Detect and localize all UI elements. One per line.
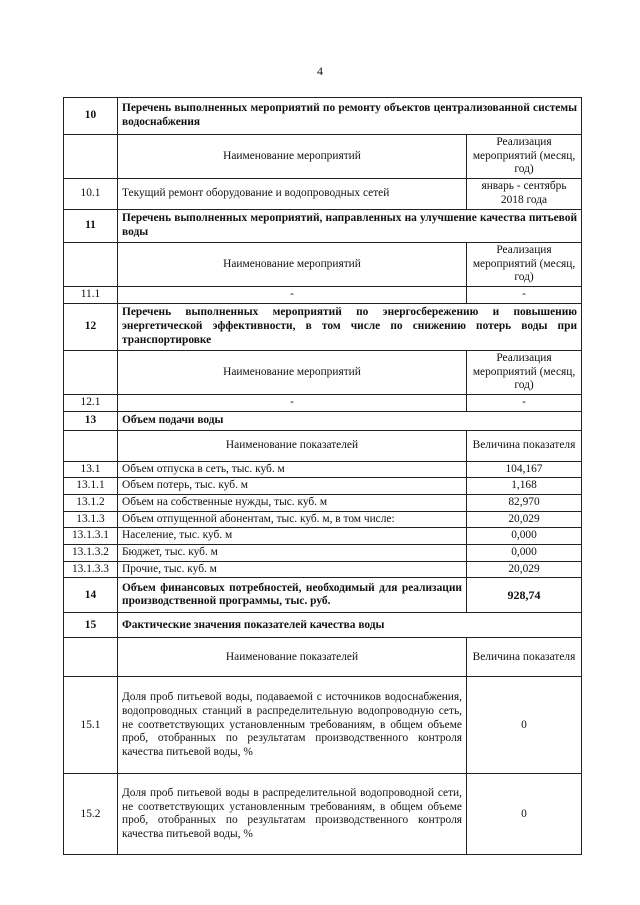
empty-cell (64, 350, 118, 394)
row-number: 15.1 (64, 677, 118, 774)
column-header-value: Величина показателя (467, 638, 582, 677)
row-name: Текущий ремонт оборудование и водопроводных сетей (118, 179, 467, 210)
row-number: 12.1 (64, 394, 118, 411)
row-number: 13.1.1 (64, 478, 118, 495)
row-value: 20,029 (467, 511, 582, 528)
section-number: 13 (64, 411, 118, 430)
column-header-name: Наименование мероприятий (118, 243, 467, 287)
row-value: 0 (467, 774, 582, 855)
row-value: 0 (467, 677, 582, 774)
column-header-value: Реализация мероприятий (месяц, год) (467, 243, 582, 287)
column-header-value: Реализация мероприятий (месяц, год) (467, 350, 582, 394)
section-number: 12 (64, 303, 118, 350)
row-name: Доля проб питьевой воды в распределительной водопроводной сети, не соответствующих установленным требованиям, в общем объеме проб, отобранных по результатам производственного контроля качества питьевой воды, % (118, 774, 467, 855)
column-header-name: Наименование показателей (118, 430, 467, 461)
report-table (63, 97, 582, 855)
row-number: 13.1.3.3 (64, 561, 118, 578)
row-number: 13.1.3 (64, 511, 118, 528)
table-row (64, 511, 582, 528)
table-header-row (64, 430, 582, 461)
section-number: 15 (64, 613, 118, 638)
section-title: Перечень выполненных мероприятий по энергосбережению и повышению энергетической эффективности, в том числе по снижению потерь воды при транспортировке (118, 303, 582, 350)
section-number: 11 (64, 210, 118, 243)
table-row (64, 461, 582, 478)
row-name: - (118, 287, 467, 304)
table-header-row (64, 243, 582, 287)
table-header-row (64, 638, 582, 677)
empty-cell (64, 243, 118, 287)
row-name: Объем на собственные нужды, тыс. куб. м (118, 494, 467, 511)
row-number: 13.1.2 (64, 494, 118, 511)
table-row (64, 528, 582, 545)
table-header-row (64, 350, 582, 394)
row-number: 15.2 (64, 774, 118, 855)
row-name: Бюджет, тыс. куб. м (118, 545, 467, 562)
row-name: Прочие, тыс. куб. м (118, 561, 467, 578)
row-value: 1,168 (467, 478, 582, 495)
table-row (64, 677, 582, 774)
row-value: 0,000 (467, 528, 582, 545)
row-name: Объем потерь, тыс. куб. м (118, 478, 467, 495)
table-row (64, 561, 582, 578)
section-15-row (64, 613, 582, 638)
section-title: Объем финансовых потребностей, необходимый для реализации производственной программы, тыс. руб. (118, 578, 467, 613)
financial-value: 928,74 (467, 578, 582, 613)
section-title: Объем подачи воды (118, 411, 582, 430)
table-row (64, 494, 582, 511)
row-name: Объем отпуска в сеть, тыс. куб. м (118, 461, 467, 478)
table-header-row (64, 135, 582, 179)
section-10-row (64, 98, 582, 135)
section-number: 14 (64, 578, 118, 613)
section-title: Перечень выполненных мероприятий, направленных на улучшение качества питьевой воды (118, 210, 582, 243)
row-name: Объем отпущенной абонентам, тыс. куб. м, в том числе: (118, 511, 467, 528)
row-value: 0,000 (467, 545, 582, 562)
table-row (64, 394, 582, 411)
row-name: - (118, 394, 467, 411)
section-12-row (64, 303, 582, 350)
row-number: 11.1 (64, 287, 118, 304)
row-number: 13.1 (64, 461, 118, 478)
page-number: 4 (317, 64, 323, 78)
column-header-value: Величина показателя (467, 430, 582, 461)
row-value: 20,029 (467, 561, 582, 578)
column-header-name: Наименование мероприятий (118, 350, 467, 394)
row-value: - (467, 394, 582, 411)
row-number: 13.1.3.1 (64, 528, 118, 545)
column-header-value: Реализация мероприятий (месяц, год) (467, 135, 582, 179)
section-number: 10 (64, 98, 118, 135)
row-value: январь - сентябрь 2018 года (467, 179, 582, 210)
column-header-name: Наименование показателей (118, 638, 467, 677)
section-14-row (64, 578, 582, 613)
empty-cell (64, 430, 118, 461)
section-11-row (64, 210, 582, 243)
row-number: 13.1.3.2 (64, 545, 118, 562)
section-13-row (64, 411, 582, 430)
empty-cell (64, 135, 118, 179)
empty-cell (64, 638, 118, 677)
row-value: 82,970 (467, 494, 582, 511)
table-row (64, 287, 582, 304)
row-name: Доля проб питьевой воды, подаваемой с источников водоснабжения, водопроводных станций в распределительную водопроводную сеть, не соответствующих установленным требованиям, в общем объеме проб, отобранных по результатам производственного контроля качества питьевой воды, % (118, 677, 467, 774)
row-value: 104,167 (467, 461, 582, 478)
table-row (64, 774, 582, 855)
table-row (64, 545, 582, 562)
table-row (64, 478, 582, 495)
row-name: Население, тыс. куб. м (118, 528, 467, 545)
section-title: Перечень выполненных мероприятий по ремонту объектов централизованной системы водоснабжения (118, 98, 582, 135)
row-number: 10.1 (64, 179, 118, 210)
table-row (64, 179, 582, 210)
row-value: - (467, 287, 582, 304)
section-title: Фактические значения показателей качества воды (118, 613, 582, 638)
column-header-name: Наименование мероприятий (118, 135, 467, 179)
